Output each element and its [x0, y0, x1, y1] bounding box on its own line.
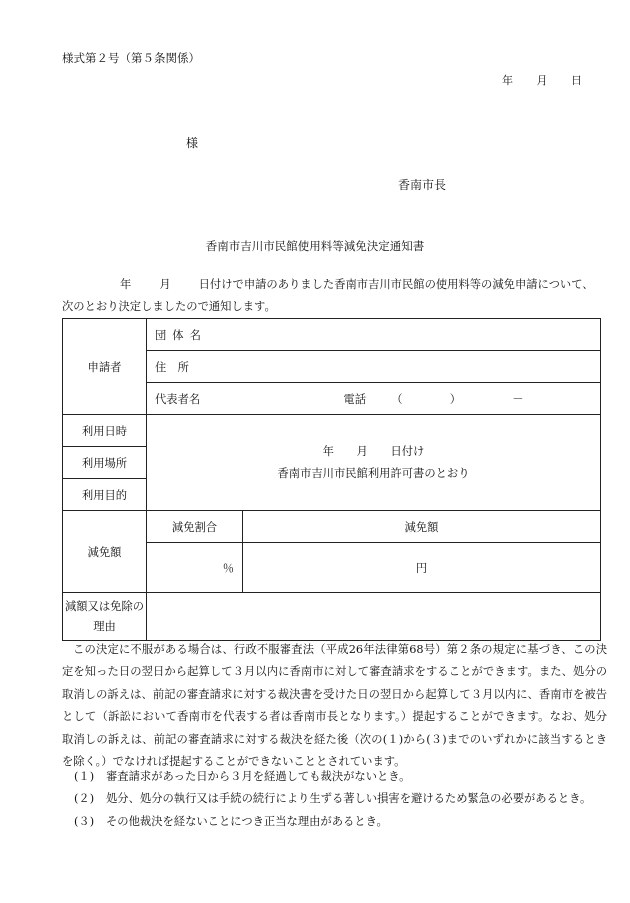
appeal-notice — [62, 639, 607, 773]
group-name-row — [147, 319, 601, 351]
use-purpose-label: 利用目的 — [63, 479, 147, 511]
reduction-rate-value — [147, 543, 243, 593]
representative-label: 代表者名 — [155, 392, 201, 406]
addressee-suffix: 様 — [186, 136, 199, 150]
reason-label-line2: 理由 — [93, 619, 116, 633]
date-year: 年 — [502, 74, 513, 87]
reduction-amount-label: 減免額 — [243, 511, 601, 543]
phone-dash: － — [512, 392, 524, 406]
issue-date — [492, 72, 582, 88]
intro-body: 日付けで申請のありました香南市吉川市民館の使用料等の減免申請について、次のとおり決定しましたので通知します。 — [62, 278, 594, 313]
applicant-label: 申請者 — [63, 319, 147, 415]
reason-label-line1: 減額又は免除の — [64, 599, 145, 613]
reason-label — [63, 593, 147, 641]
representative-row — [147, 383, 601, 415]
address-label: 住 所 — [155, 360, 189, 374]
group-name-label: 団体名 — [155, 328, 207, 342]
date-month: 月 — [536, 74, 548, 87]
intro-year: 年 — [120, 278, 132, 291]
reduction-amount-value — [243, 543, 601, 593]
document-title: 香南市吉川市民館使用料等減免決定通知書 — [205, 239, 425, 253]
reduction-rate-label: 減免割合 — [147, 511, 243, 543]
intro-month: 月 — [159, 278, 171, 291]
list-item: (３) その他裁決を経ないことにつき正当な理由があるとき。 — [74, 814, 388, 828]
appeal-paragraph: この決定に不服がある場合は、行政不服審査法（平成26年法律第68号）第２条の規定に基づき、この決定を知った日の翌日から起算して３月以内に香南市に対して審査請求をすることができます。また、処分の取消しの訴えは、前記の審査請求に対する裁決書を受けた日の翌日から起算して３月以内に、香南市を被告として（訴訟において香南市を代表する者は香南市長となります。）提起することができます。なお、処分取消しの訴えは、前記の審査請求に対する裁決を経た後（次の(１)から(３)までのいずれかに該当するときを除く。）でなければ提起することができないこととされています。 — [62, 643, 607, 769]
phone-paren-open: （ — [391, 392, 403, 406]
use-datetime-label: 利用日時 — [63, 415, 147, 447]
list-item: (１) 審査請求があった日から３月を経過しても裁決がないとき。 — [74, 770, 411, 783]
form-number: 様式第２号（第５条関係） — [62, 51, 200, 65]
use-info-cell — [147, 415, 601, 511]
phone-label: 電話 — [343, 392, 366, 406]
use-place-label: 利用場所 — [63, 447, 147, 479]
phone-paren-close: ） — [449, 392, 461, 406]
list-item: (２) 処分、処分の執行又は手続の続行により生ずる著しい損害を避けるため緊急の必要があるとき。 — [74, 792, 592, 806]
issuer: 香南市長 — [398, 178, 447, 192]
use-permit-text: 香南市吉川市民館利用許可書のとおり — [277, 466, 470, 480]
intro-text — [62, 274, 602, 318]
yen-unit: 円 — [415, 561, 428, 575]
use-date-text: 年 月 日付け — [322, 444, 425, 458]
reduction-label: 減免額 — [63, 511, 147, 593]
exception-list — [74, 766, 591, 833]
reason-value — [147, 593, 601, 641]
address-row — [147, 351, 601, 383]
decision-table — [62, 318, 601, 641]
percent-unit: ％ — [222, 561, 234, 575]
date-day: 日 — [571, 74, 582, 87]
